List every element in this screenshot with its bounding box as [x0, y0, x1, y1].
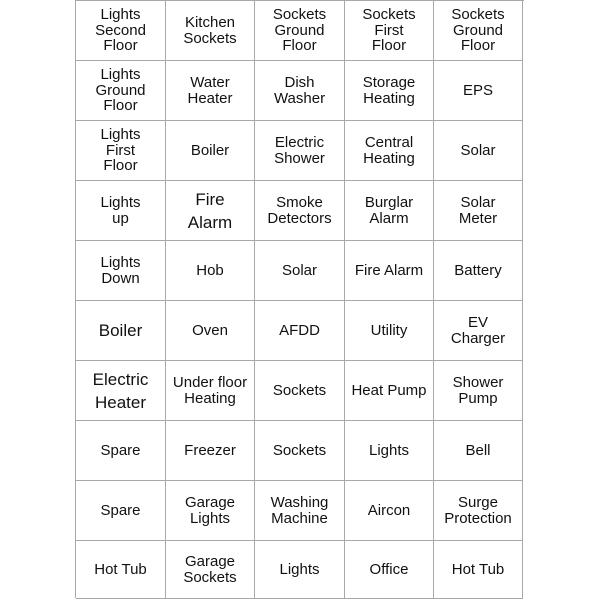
- label-text: Lights: [368, 441, 410, 459]
- label-text: Fire Alarm: [354, 261, 424, 279]
- label-text: Washing Machine: [270, 494, 329, 527]
- label-text: Burglar Alarm: [364, 194, 414, 227]
- label-text: Electric Heater: [92, 369, 149, 412]
- label-text: Shower Pump: [452, 374, 504, 407]
- label-text: Lights First Floor: [100, 126, 141, 175]
- label-text: Lights up: [100, 194, 141, 227]
- label-text: Heat Pump: [351, 381, 427, 399]
- label-cell: [255, 361, 345, 421]
- label-text: Central Heating: [363, 134, 415, 167]
- label-cell: [166, 1, 255, 61]
- label-text: Hot Tub: [94, 560, 147, 578]
- label-cell: [345, 1, 434, 61]
- label-cell: [76, 361, 166, 421]
- label-cell: [434, 121, 523, 181]
- label-cell: [76, 121, 166, 181]
- label-text: Freezer: [184, 441, 236, 459]
- label-text: Kitchen Sockets: [183, 14, 237, 47]
- label-cell: [255, 181, 345, 241]
- label-text: Sockets First Floor: [362, 6, 416, 55]
- label-cell: [434, 421, 523, 481]
- label-text: Office: [369, 560, 409, 578]
- label-cell: [166, 421, 255, 481]
- label-cell: [166, 121, 255, 181]
- label-text: Sockets: [272, 441, 327, 459]
- label-cell: [434, 61, 523, 121]
- label-text: Sockets Ground Floor: [272, 6, 327, 55]
- label-cell: [166, 301, 255, 361]
- label-text: Oven: [192, 321, 228, 339]
- label-cell: [434, 301, 523, 361]
- label-text: Lights: [279, 560, 320, 578]
- label-text: Fire Alarm: [187, 189, 233, 232]
- label-cell: [434, 1, 523, 61]
- label-text: Spare: [100, 441, 141, 459]
- label-text: Lights Ground Floor: [95, 66, 146, 115]
- label-text: Smoke Detectors: [267, 194, 332, 227]
- label-cell: [345, 361, 434, 421]
- label-cell: [434, 481, 523, 541]
- label-text: Spare: [100, 501, 141, 519]
- label-cell: [166, 61, 255, 121]
- label-cell: [76, 421, 166, 481]
- label-cell: [166, 481, 255, 541]
- label-cell: [345, 61, 434, 121]
- label-cell: [76, 301, 166, 361]
- label-text: EPS: [462, 81, 493, 99]
- label-text: Utility: [370, 321, 408, 339]
- label-text: Solar: [460, 141, 496, 159]
- label-text: Electric Shower: [274, 134, 325, 167]
- label-cell: [76, 61, 166, 121]
- label-text: Lights Second Floor: [95, 6, 146, 55]
- label-cell: [255, 541, 345, 599]
- label-cell: [434, 541, 523, 599]
- label-text: Hob: [196, 261, 224, 279]
- label-text: AFDD: [279, 321, 320, 339]
- label-sheet: [75, 0, 524, 598]
- label-text: Dish Washer: [273, 74, 326, 107]
- label-cell: [255, 481, 345, 541]
- label-text: Bell: [465, 441, 491, 459]
- label-cell: [345, 301, 434, 361]
- label-cell: [255, 61, 345, 121]
- label-text: Aircon: [367, 501, 411, 519]
- label-cell: [345, 541, 434, 599]
- label-cell: [345, 121, 434, 181]
- label-text: Water Heater: [187, 74, 233, 107]
- label-cell: [76, 481, 166, 541]
- label-cell: [255, 1, 345, 61]
- label-cell: [76, 181, 166, 241]
- label-cell: [76, 1, 166, 61]
- label-text: Garage Lights: [184, 494, 236, 527]
- label-text: Sockets: [272, 381, 327, 399]
- label-text: Under floor Heating: [172, 374, 248, 407]
- label-text: Boiler: [190, 141, 230, 159]
- label-cell: [345, 481, 434, 541]
- label-cell: [345, 181, 434, 241]
- label-text: Battery: [454, 261, 502, 279]
- label-cell: [345, 241, 434, 301]
- label-cell: [434, 181, 523, 241]
- label-text: Lights Down: [100, 254, 141, 287]
- label-text: Storage Heating: [362, 74, 416, 107]
- label-cell: [345, 421, 434, 481]
- label-cell: [76, 241, 166, 301]
- label-text: Boiler: [98, 321, 143, 340]
- label-text: Sockets Ground Floor: [451, 6, 505, 55]
- label-cell: [255, 121, 345, 181]
- label-cell: [166, 181, 255, 241]
- label-text: Surge Protection: [444, 494, 512, 527]
- label-cell: [76, 541, 166, 599]
- label-cell: [255, 301, 345, 361]
- label-cell: [166, 241, 255, 301]
- label-cell: [434, 241, 523, 301]
- label-cell: [255, 241, 345, 301]
- label-text: Solar Meter: [458, 194, 498, 227]
- label-cell: [434, 361, 523, 421]
- label-text: Garage Sockets: [183, 553, 237, 586]
- label-cell: [255, 421, 345, 481]
- label-text: Hot Tub: [451, 560, 505, 578]
- label-text: EV Charger: [450, 314, 506, 347]
- label-text: Solar: [281, 261, 318, 279]
- label-cell: [166, 361, 255, 421]
- label-cell: [166, 541, 255, 599]
